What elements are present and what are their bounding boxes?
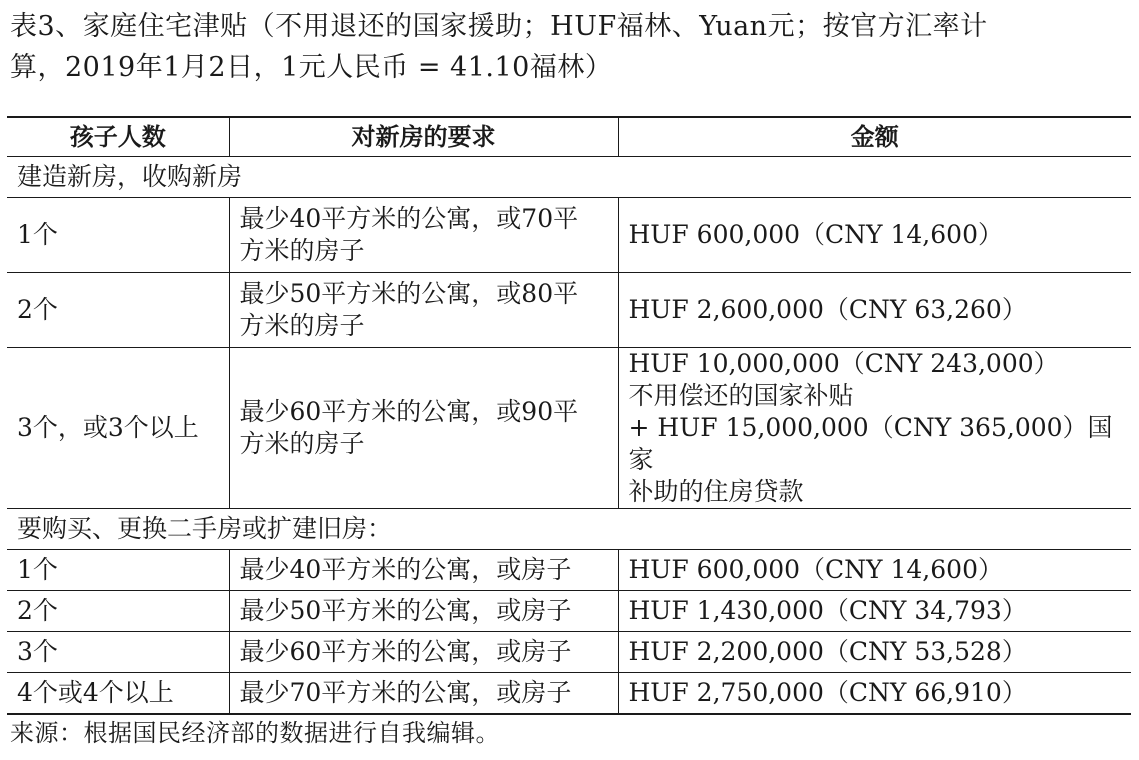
requirement-cell: 最少50平方米的公寓，或80平 方米的房子 [229,273,618,348]
children-cell: 3个，或3个以上 [7,348,229,509]
amount-cell: HUF 2,600,000（CNY 63,260） [618,273,1131,348]
requirement-cell: 最少50平方米的公寓，或房子 [229,591,618,632]
table-row [7,550,1131,591]
header-children: 孩子人数 [7,117,229,157]
table-row [7,673,1131,715]
requirement-cell: 最少60平方米的公寓，或房子 [229,632,618,673]
amount-cell: HUF 2,750,000（CNY 66,910） [618,673,1131,715]
header-requirement: 对新房的要求 [229,117,618,157]
requirement-cell: 最少40平方米的公寓，或70平 方米的房子 [229,198,618,273]
table-caption [10,6,1130,88]
section-header-new-house [7,157,1131,198]
amount-cell: HUF 1,430,000（CNY 34,793） [618,591,1131,632]
children-cell: 2个 [7,591,229,632]
caption-line-2: 算，2019年1月2日，1元人民币 = 41.10福林） [10,52,613,83]
requirement-cell: 最少70平方米的公寓，或房子 [229,673,618,715]
table-row [7,632,1131,673]
amount-cell: HUF 2,200,000（CNY 53,528） [618,632,1131,673]
children-cell: 1个 [7,550,229,591]
children-cell: 2个 [7,273,229,348]
children-cell: 4个或4个以上 [7,673,229,715]
children-cell: 1个 [7,198,229,273]
children-cell: 3个 [7,632,229,673]
table-row [7,198,1131,273]
source-note: 来源：根据国民经济部的数据进行自我编辑。 [10,719,500,747]
header-amount: 金额 [618,117,1131,157]
section-title: 建造新房，收购新房 [7,157,1131,198]
table-row [7,348,1131,509]
requirement-cell: 最少40平方米的公寓，或房子 [229,550,618,591]
table-header-row [7,117,1131,157]
table-row [7,273,1131,348]
section-header-second-hand [7,509,1131,550]
caption-line-1: 表3、家庭住宅津贴（不用退还的国家援助；HUF福林、Yuan元；按官方汇率计 [10,11,988,42]
housing-subsidy-table [7,116,1131,715]
section-title: 要购买、更换二手房或扩建旧房： [7,509,1131,550]
requirement-cell: 最少60平方米的公寓，或90平 方米的房子 [229,348,618,509]
amount-cell: HUF 10,000,000（CNY 243,000） 不用偿还的国家补贴 + HUF 15,000,000（CNY 365,000）国家 补助的住房贷款 [618,348,1131,509]
table-row [7,591,1131,632]
amount-cell: HUF 600,000（CNY 14,600） [618,550,1131,591]
amount-cell: HUF 600,000（CNY 14,600） [618,198,1131,273]
